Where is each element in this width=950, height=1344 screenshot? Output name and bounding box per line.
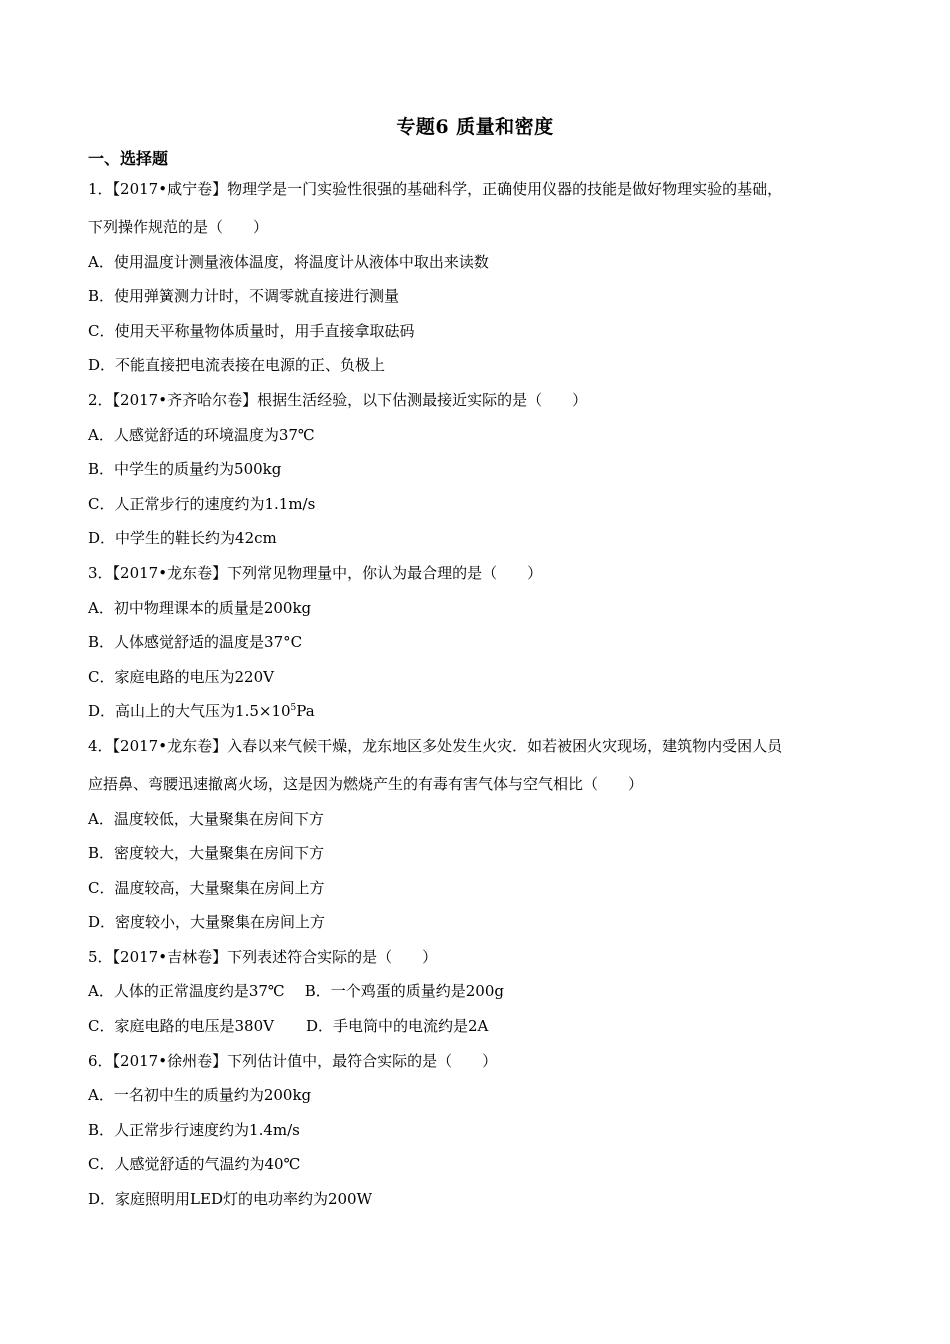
question-3-option-c: C．家庭电路的电压为220V bbox=[88, 667, 274, 686]
question-1-option-a: A．使用温度计测量液体温度，将温度计从液体中取出来读数 bbox=[88, 252, 489, 271]
question-4-option-d: D．密度较小，大量聚集在房间上方 bbox=[88, 913, 326, 932]
question-5-option-b: B．一个鸡蛋的质量约是200g bbox=[304, 982, 504, 1001]
question-4-option-b: B．密度较大，大量聚集在房间下方 bbox=[88, 844, 325, 863]
question-1-option-b: B．使用弹簧测力计时，不调零就直接进行测量 bbox=[88, 287, 400, 306]
question-4-option-a: A．温度较低，大量聚集在房间下方 bbox=[88, 809, 324, 828]
question-3-option-d bbox=[88, 700, 868, 735]
question-2-option-c: C．人正常步行的速度约为1.1m/s bbox=[88, 494, 316, 513]
question-3-option-d-exponent: 5 bbox=[290, 703, 297, 714]
question-6-stem: 6．【2017•徐州卷】下列估计值中，最符合实际的是（ ） bbox=[88, 1051, 498, 1070]
question-list bbox=[88, 178, 868, 1223]
question-3-stem: 3．【2017•龙东卷】下列常见物理量中，你认为最合理的是（ ） bbox=[88, 563, 543, 582]
question-4-stem-line-2: 应捂鼻、弯腰迅速撤离火场，这是因为燃烧产生的有毒有害气体与空气相比（ ） bbox=[88, 774, 644, 793]
section-heading: 一、选择题 bbox=[88, 149, 169, 168]
question-3-option-a: A．初中物理课本的质量是200kg bbox=[88, 598, 312, 617]
question-2-option-b: B．中学生的质量约为500kg bbox=[88, 460, 282, 479]
question-1-stem-line-1: 1．【2017•咸宁卷】物理学是一门实验性很强的基础科学，正确使用仪器的技能是做好物理实验的基础， bbox=[88, 180, 783, 198]
question-3-option-d-prefix: D．高山上的大气压为1.5×10 bbox=[88, 702, 291, 721]
question-2-option-a: A．人感觉舒适的环境温度为37℃ bbox=[88, 425, 315, 444]
question-5-options-row-1 bbox=[88, 980, 868, 1015]
question-5-option-a: A．人体的正常温度约是37℃ bbox=[88, 982, 285, 1001]
question-2-stem: 2．【2017•齐齐哈尔卷】根据生活经验，以下估测最接近实际的是（ ） bbox=[88, 390, 588, 409]
question-4-option-c: C．温度较高，大量聚集在房间上方 bbox=[88, 878, 325, 897]
question-6-option-c: C．人感觉舒适的气温约为40℃ bbox=[88, 1155, 301, 1174]
question-5-option-d: D．手电筒中的电流约是2A bbox=[305, 1017, 489, 1036]
question-5-options-row-2 bbox=[88, 1015, 868, 1050]
question-1-option-d: D．不能直接把电流表接在电源的正、负极上 bbox=[88, 356, 386, 375]
question-3-option-b: B．人体感觉舒适的温度是37°C bbox=[88, 633, 303, 652]
question-1-option-c: C．使用天平称量物体质量时，用手直接拿取砝码 bbox=[88, 321, 415, 340]
question-2-option-d: D．中学生的鞋长约为42cm bbox=[88, 529, 277, 548]
question-4-stem-line-1: 4．【2017•龙东卷】入春以来气候干燥，龙东地区多处发生火灾．如若被困火灾现场，建筑物内受困人员 bbox=[88, 736, 783, 755]
page-title: 专题6 质量和密度 bbox=[396, 116, 554, 138]
question-6-option-b: B．人正常步行速度约为1.4m/s bbox=[88, 1120, 300, 1139]
question-3-option-d-unit: Pa bbox=[296, 702, 315, 721]
question-1-stem-line-2: 下列操作规范的是（ ） bbox=[88, 218, 269, 236]
question-6-option-a: A．一名初中生的质量约为200kg bbox=[88, 1086, 312, 1105]
question-6-option-d: D．家庭照明用LED灯的电功率约为200W bbox=[88, 1190, 373, 1209]
question-5-option-c: C．家庭电路的电压是380V bbox=[88, 1017, 274, 1036]
question-5-stem: 5．【2017•吉林卷】下列表述符合实际的是（ ） bbox=[88, 947, 438, 966]
